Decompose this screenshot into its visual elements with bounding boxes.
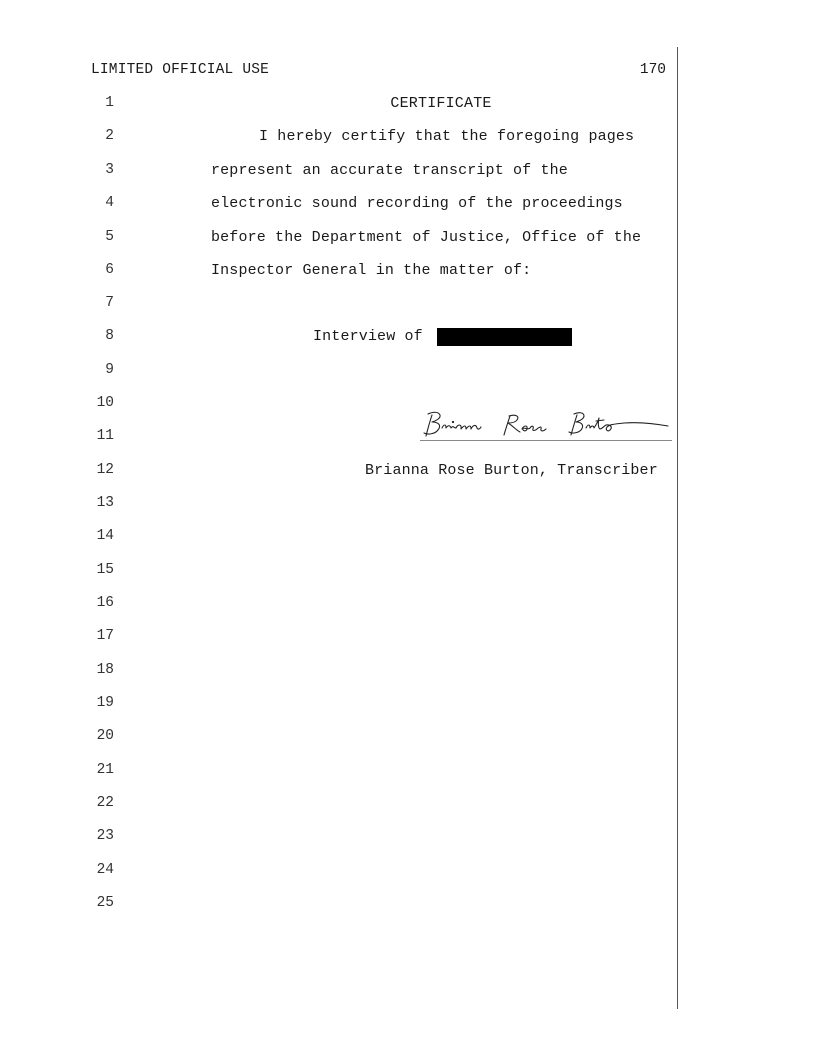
page-number: 170	[639, 62, 666, 78]
line-number: 14	[96, 528, 114, 544]
interview-label: Interview of	[313, 328, 423, 345]
certificate-line-5: before the Department of Justice, Office of the	[211, 229, 642, 246]
line-number: 24	[96, 862, 114, 878]
certificate-line-2: I hereby certify that the foregoing pages	[259, 128, 635, 145]
transcriber-name: Brianna Rose Burton, Transcriber	[365, 462, 658, 479]
line-number: 15	[96, 562, 114, 578]
signature-line	[420, 440, 672, 441]
line-number: 12	[96, 462, 114, 478]
line-number: 18	[96, 662, 114, 678]
line-number: 4	[105, 195, 114, 211]
certificate-line-3: represent an accurate transcript of the	[211, 162, 568, 179]
line-number: 16	[96, 595, 114, 611]
right-margin-rule	[677, 47, 678, 1009]
handwritten-signature	[418, 406, 674, 442]
line-number: 13	[96, 495, 114, 511]
line-number: 17	[96, 628, 114, 644]
line-number: 11	[96, 428, 114, 444]
classification-header: LIMITED OFFICIAL USE	[91, 62, 270, 78]
line-number: 19	[96, 695, 114, 711]
line-number: 7	[105, 295, 114, 311]
line-number: 9	[105, 362, 114, 378]
certificate-title: CERTIFICATE	[390, 95, 492, 112]
line-number: 20	[96, 728, 114, 744]
line-number: 21	[96, 762, 114, 778]
line-number: 23	[96, 828, 114, 844]
certificate-line-6: Inspector General in the matter of:	[211, 262, 532, 279]
line-number: 6	[105, 262, 114, 278]
line-number: 2	[105, 128, 114, 144]
line-number: 3	[105, 162, 114, 178]
line-number: 1	[105, 95, 114, 111]
certificate-line-4: electronic sound recording of the proceedings	[211, 195, 623, 212]
redaction-box	[437, 328, 572, 346]
line-number: 10	[96, 395, 114, 411]
line-number: 25	[96, 895, 114, 911]
line-number: 8	[105, 328, 114, 344]
line-number: 22	[96, 795, 114, 811]
line-number: 5	[105, 229, 114, 245]
